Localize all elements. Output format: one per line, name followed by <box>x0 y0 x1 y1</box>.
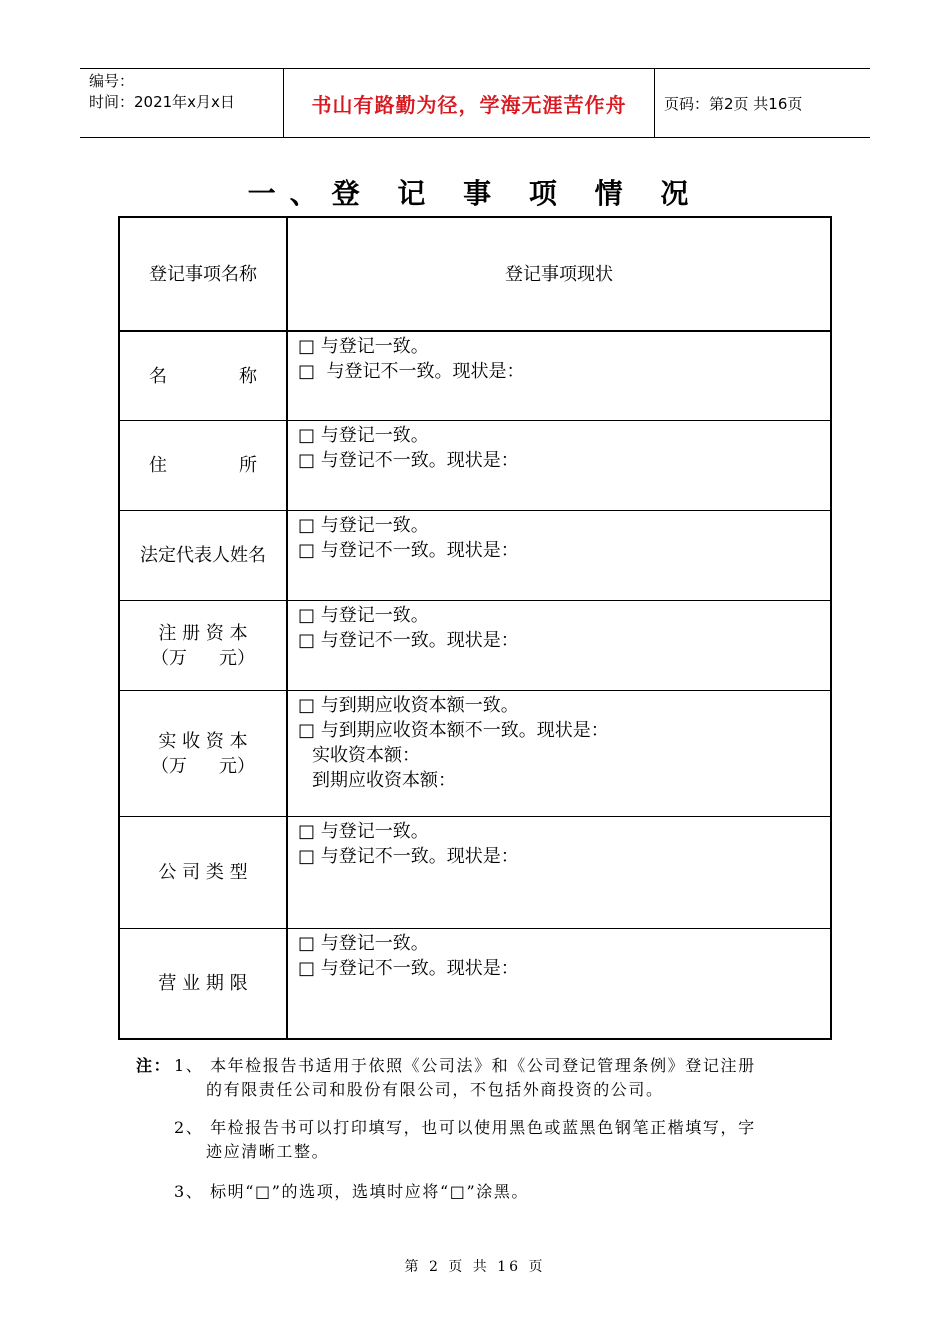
row-content[interactable] <box>288 332 830 420</box>
option-inconsistent[interactable]: □ 与到期应收资本额不一致。现状是： <box>298 720 609 741</box>
row-content[interactable] <box>288 691 830 816</box>
row-label-text: 实 收 资 本 <box>158 730 248 752</box>
row-label <box>120 601 288 690</box>
due-capital-field[interactable]: 到期应收资本额： <box>312 770 456 791</box>
option-inconsistent[interactable]: □ 与登记不一致。现状是： <box>298 958 519 979</box>
note-text: 2、 年检报告书可以打印填写，也可以使用黑色或蓝黑色钢笔正楷填写，字 <box>174 1118 756 1137</box>
row-label-unit: 元） <box>219 755 255 777</box>
row-label <box>120 817 288 928</box>
header-motto-cell <box>283 69 655 137</box>
option-consistent[interactable]: □ 与登记一致。 <box>298 336 429 357</box>
row-content[interactable] <box>288 817 830 928</box>
option-inconsistent[interactable]: □ 与登记不一致。现状是： <box>298 630 519 651</box>
note-item <box>136 1054 171 1078</box>
section-title: 一、登 记 事 项 情 况 <box>247 177 703 210</box>
paid-capital-field[interactable]: 实收资本额： <box>312 745 420 766</box>
note-text: 迹应清晰工整。 <box>206 1142 330 1161</box>
option-inconsistent[interactable]: □ 与登记不一致。现状是： <box>298 361 525 382</box>
row-content[interactable] <box>288 421 830 510</box>
row-label <box>120 332 288 420</box>
header-motto: 书山有路勤为径，学海无涯苦作舟 <box>311 92 627 117</box>
row-content[interactable] <box>288 511 830 600</box>
row-content[interactable] <box>288 601 830 690</box>
row-label <box>120 511 288 600</box>
row-label-text: 名 <box>149 365 167 387</box>
note-item <box>174 1116 756 1164</box>
note-text: 1、 本年检报告书适用于依照《公司法》和《公司登记管理条例》登记注册 <box>174 1056 756 1075</box>
table-row <box>120 420 830 510</box>
row-label <box>120 691 288 816</box>
header-col-status <box>288 218 830 330</box>
option-consistent[interactable]: □ 与登记一致。 <box>298 605 429 626</box>
document-time-label: 时间：2021年x月x日 <box>89 93 235 111</box>
option-inconsistent[interactable]: □ 与登记不一致。现状是： <box>298 540 519 561</box>
option-consistent[interactable]: □ 与登记一致。 <box>298 515 429 536</box>
table-row <box>120 690 830 816</box>
row-label <box>120 929 288 1038</box>
header-col-status-text: 登记事项现状 <box>505 263 613 285</box>
row-label-text: 注 册 资 本 <box>158 622 248 644</box>
header-col-name <box>120 218 288 330</box>
row-content[interactable] <box>288 929 830 1038</box>
note-text: 3、 标明“□”的选项，选填时应将“□”涂黑。 <box>174 1182 530 1201</box>
table-row <box>120 600 830 690</box>
document-number-label: 编号： <box>89 72 135 90</box>
registration-table <box>118 216 832 1040</box>
option-consistent[interactable]: □ 与登记一致。 <box>298 933 429 954</box>
row-label-unit: （万 <box>151 755 187 777</box>
option-inconsistent[interactable]: □ 与登记不一致。现状是： <box>298 846 519 867</box>
header-col-name-text: 登记事项名称 <box>149 263 257 285</box>
note-text: 的有限责任公司和股份有限公司，不包括外商投资的公司。 <box>206 1080 664 1099</box>
row-label-text: 公 司 类 型 <box>158 862 248 883</box>
table-row <box>120 330 830 420</box>
notes-mark: 注： <box>136 1056 172 1075</box>
note-item <box>174 1180 529 1204</box>
table-row <box>120 816 830 928</box>
row-label-text: 称 <box>239 365 257 387</box>
note-item <box>174 1054 756 1102</box>
row-label-text: 住 <box>149 455 167 476</box>
header-meta <box>80 69 283 137</box>
row-label-text: 法定代表人姓名 <box>140 545 266 566</box>
row-label-text: 营 业 期 限 <box>158 973 248 994</box>
row-label-unit: （万 <box>151 647 187 669</box>
row-label-text: 所 <box>239 455 257 476</box>
option-consistent[interactable]: □ 与到期应收资本额一致。 <box>298 695 519 716</box>
option-inconsistent[interactable]: □ 与登记不一致。现状是： <box>298 450 519 471</box>
option-consistent[interactable]: □ 与登记一致。 <box>298 425 429 446</box>
table-row <box>120 928 830 1038</box>
table-header-row <box>120 218 830 330</box>
page-header <box>80 68 870 138</box>
header-page-info: 页码：第2页 共16页 <box>664 94 803 113</box>
table-row <box>120 510 830 600</box>
row-label <box>120 421 288 510</box>
page-footer: 第 2 页 共 16 页 <box>404 1259 546 1275</box>
option-consistent[interactable]: □ 与登记一致。 <box>298 821 429 842</box>
row-label-unit: 元） <box>219 647 255 669</box>
